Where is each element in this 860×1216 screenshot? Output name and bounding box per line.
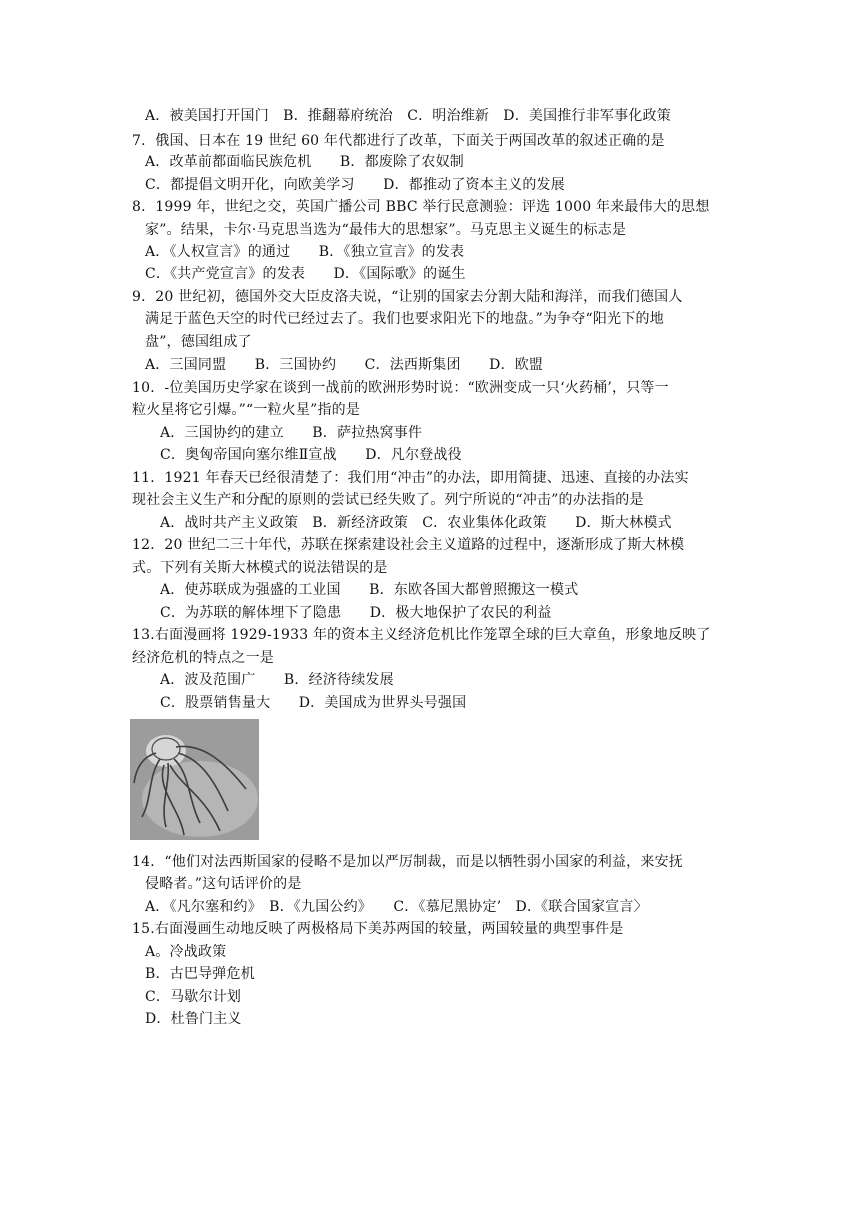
q10-stem: 粒火星将它引爆。”“一粒火星”指的是: [132, 402, 361, 418]
q15-option-c: C．马歇尔计划: [145, 989, 242, 1005]
q8-stem: 8．1999 年，世纪之交，英国广播公司 BBC 举行民意测验：评选 1000 年来最伟大的思想: [132, 199, 710, 215]
q11-stem: 现社会主义生产和分配的原则的尝试已经失败了。列宁所说的“冲击”的办法指的是: [132, 492, 644, 508]
q12-options-ab: A．使苏联成为强盛的工业国 B．东欧各国大都曾照搬这一模式: [160, 582, 579, 598]
q15-option-d: D．杜鲁门主义: [145, 1011, 242, 1027]
q14-stem: 侵略者。”这句话评价的是: [145, 876, 302, 892]
q12-stem: 12．20 世纪二三十年代，苏联在探索建设社会主义道路的过程中，逐渐形成了斯大林模: [132, 537, 685, 553]
q9-options: A．三国同盟 B．三国协约 C．法西斯集团 D．欧盟: [145, 357, 544, 373]
q13-options-ab: A．波及范围广 B．经济待续发展: [160, 672, 394, 688]
q9-stem: 满足于蓝色天空的时代已经过去了。我们也要求阳光下的地盘。”为争夺“阳光下的地: [145, 311, 664, 327]
q6-options: A．被美国打开国门 B．推翻幕府统治 C．明治维新 D．美国推行非军事化政策: [145, 108, 671, 124]
q10-options-cd: C．奥匈帝国向塞尔维Ⅱ宣战 D．凡尔登战役: [160, 447, 462, 463]
q9-stem: 9．20 世纪初，德国外交大臣皮洛夫说，“让别的国家去分割大陆和海洋，而我们德国人: [132, 289, 683, 305]
q15-option-a: A。冷战政策: [145, 944, 227, 960]
q12-options-cd: C．为苏联的解体埋下了隐患 D．极大地保护了农民的利益: [160, 605, 552, 621]
q11-stem: 11．1921 年春天已经很清楚了：我们用“冲击”的办法，即用简捷、迅速、直接的办法实: [132, 470, 689, 486]
q15-option-b: B．古巴导弹危机: [145, 966, 255, 982]
q8-stem: 家”。结果，卡尔·马克思当选为“最伟大的思想家”。马克思主义诞生的标志是: [145, 222, 627, 238]
q11-options: A．战时共产主义政策 B．新经济政策 C．农业集体化政策 D．斯大林模式: [160, 515, 672, 531]
q7-options-ab: A．改革前都面临民族危机 B．都废除了农奴制: [145, 154, 464, 170]
q15-stem: 15.右面漫画生动地反映了两极格局下美苏两国的较量，两国较量的典型事件是: [132, 921, 624, 937]
q10-stem: 10．-位美国历史学家在谈到一战前的欧洲形势时说：“欧洲变成一只‘火药桶’，只等一: [132, 380, 669, 396]
q10-options-ab: A．三国协约的建立 B．萨拉热窝事件: [160, 425, 423, 441]
q13-stem: 13.右面漫画将 1929-1933 年的资本主义经济危机比作笼罩全球的巨大章鱼，形象地反映了: [132, 627, 711, 643]
octopus-cartoon-image: [130, 719, 259, 840]
q14-stem: 14．“他们对法西斯国家的侵略不是加以严厉制裁，而是以牺牲弱小国家的利益，来安抚: [132, 854, 683, 870]
q13-stem: 经济危机的特点之一是: [132, 650, 274, 666]
q8-options-ab: A．《人权宣言》的通过 B．《独立宣言》的发表: [145, 244, 465, 260]
q8-options-cd: C．《共产党宣言》的发表 D．《国际歌》的诞生: [145, 266, 466, 282]
q7-stem: 7．俄国、日本在 19 世纪 60 年代都进行了改革，下面关于两国改革的叙述正确的是: [132, 133, 665, 149]
q12-stem: 式。下列有关斯大林模式的说法错误的是: [132, 560, 388, 576]
q7-options-cd: C．都提倡文明开化，向欧美学习 D．都推动了资本主义的发展: [145, 177, 565, 193]
q9-stem: 盘”，德国组成了: [145, 334, 252, 350]
q14-options: A．《凡尔塞和约》 B．《九国公约》 C．《慕尼黑协定’ D．《联合国家宣言〉: [145, 899, 648, 915]
q13-options-cd: C．股票销售量大 D．美国成为世界头号强国: [160, 695, 467, 711]
